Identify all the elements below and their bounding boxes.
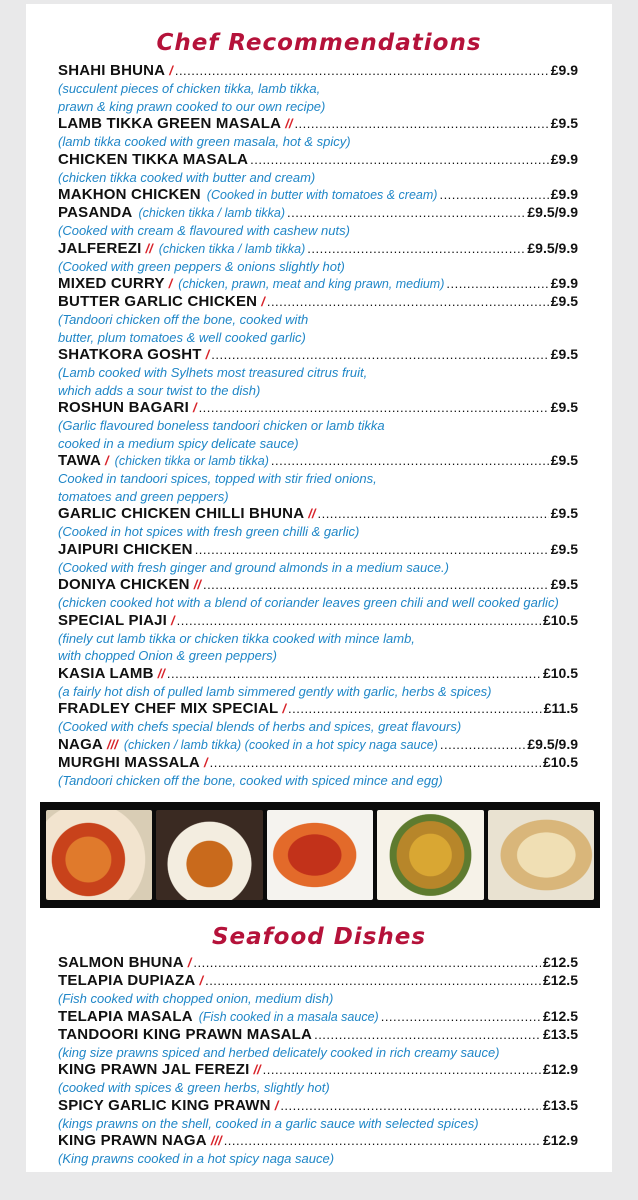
- dish-price: £12.5: [542, 972, 578, 988]
- dish-name: ROSHUN BAGARI: [58, 399, 189, 416]
- menu-item-line: [58, 62, 578, 80]
- dish-price: £9.5: [550, 293, 578, 309]
- dish-name: GARLIC CHICKEN CHILLI BHUNA: [58, 505, 305, 522]
- chili-heat-icon: ///: [210, 1133, 222, 1148]
- dish-price: £9.5: [550, 346, 578, 362]
- menu-item-line: [58, 452, 578, 470]
- dish-description: (Fish cooked with chopped onion, medium dish): [58, 991, 334, 1006]
- dish-name: LAMB TIKKA GREEN MASALA: [58, 115, 282, 132]
- dish-description: (Lamb cooked with Sylhets most treasured citrus fruit,: [58, 365, 368, 380]
- dish-price: £9.5: [550, 399, 578, 415]
- dish-name: JALFEREZI: [58, 239, 142, 257]
- menu-item-line: [58, 204, 578, 222]
- dish-inline-note: (chicken, prawn, meat and king prawn, medium): [178, 277, 445, 291]
- dish-name: MIXED CURRY: [58, 275, 165, 292]
- dish-description: (Garlic flavoured boneless tandoori chicken or lamb tikka: [58, 418, 385, 433]
- dish-description: (Cooked with chefs special blends of herbs and spices, great flavours): [58, 719, 462, 734]
- menu-item: [58, 240, 578, 276]
- dish-description: Cooked in tandoori spices, topped with stir fried onions,: [58, 471, 377, 486]
- dish-price: £9.9: [550, 275, 578, 291]
- dot-leader: [440, 737, 526, 752]
- menu-item: [58, 346, 578, 399]
- dish-description: prawn & king prawn cooked to our own recipe): [58, 98, 326, 114]
- dish-price: £9.5/9.9: [527, 239, 578, 256]
- dish-description: tomatoes and green peppers): [58, 488, 229, 504]
- dish-price: £13.5: [542, 1025, 578, 1042]
- chef-recommendations-heading: Chef Recommendations: [156, 30, 482, 56]
- dot-leader: [294, 116, 548, 131]
- menu-item: [58, 62, 578, 115]
- dish-price: £9.5: [550, 505, 578, 521]
- chili-heat-icon: /: [192, 400, 197, 415]
- menu-item: [58, 665, 578, 701]
- chili-heat-icon: //: [285, 116, 293, 131]
- dot-leader: [317, 506, 548, 521]
- chili-heat-icon: /: [282, 701, 286, 716]
- dot-leader: [307, 241, 525, 256]
- menu-page: [26, 4, 612, 1172]
- dot-leader: [280, 1098, 541, 1113]
- menu-item: [58, 576, 578, 612]
- dot-leader: [175, 63, 549, 78]
- dish-inline-note: (chicken tikka or lamb tikka): [114, 454, 269, 468]
- dot-leader: [263, 1062, 541, 1077]
- dish-name: MURGHI MASSALA: [58, 753, 200, 771]
- dish-price: £12.5: [542, 954, 578, 970]
- dish-description: cooked in a medium spicy delicate sauce): [58, 435, 299, 451]
- chili-heat-icon: /: [261, 294, 265, 309]
- dish-description: (Tandoori chicken off the bone, cooked with: [58, 312, 309, 327]
- dish-description: which adds a sour twist to the dish): [58, 382, 261, 398]
- dish-inline-note: (Cooked in butter with tomatoes & cream): [206, 188, 438, 202]
- dish-name: MAKHON CHICKEN: [58, 186, 201, 203]
- dish-description: (Cooked with cream & flavoured with cashew nuts): [58, 223, 350, 238]
- menu-item: [58, 204, 578, 240]
- dish-name: TANDOORI KING PRAWN MASALA: [58, 1025, 313, 1043]
- dish-description: (chicken tikka cooked with butter and cream): [58, 169, 316, 185]
- dish-price: £9.5: [550, 540, 578, 557]
- food-photo-curry-plate: [156, 810, 262, 900]
- dot-leader: [224, 1133, 541, 1148]
- menu-item-line: [58, 541, 578, 559]
- menu-item-line: [58, 240, 578, 258]
- dish-description: butter, plum tomatoes & well cooked garlic): [58, 329, 306, 345]
- menu-item-line: [58, 1097, 578, 1115]
- dish-name: KING PRAWN NAGA: [58, 1132, 207, 1149]
- chili-heat-icon: /: [105, 453, 109, 468]
- menu-item-line: [58, 151, 578, 169]
- dot-leader: [205, 973, 541, 988]
- dish-description: (Tandoori chicken off the bone, cooked with spiced mince and egg): [58, 772, 443, 788]
- menu-item: [58, 115, 578, 151]
- chili-heat-icon: /: [168, 276, 173, 291]
- menu-item: [58, 1008, 578, 1026]
- dish-name: DONIYA CHICKEN: [58, 576, 190, 593]
- chili-heat-icon: /: [171, 612, 175, 628]
- dish-description: with chopped Onion & green peppers): [58, 648, 277, 663]
- dish-price: £10.5: [542, 753, 578, 770]
- menu-item-line: [58, 612, 578, 630]
- menu-item: [58, 151, 578, 187]
- menu-item-line: [58, 1026, 578, 1044]
- dish-inline-note: (chicken tikka / lamb tikka): [158, 241, 306, 256]
- menu-item-line: [58, 505, 578, 523]
- chef-recommendations-list: [58, 62, 578, 789]
- food-photo-red-curry: [267, 810, 373, 900]
- dish-description: (a fairly hot dish of pulled lamb simmered gently with garlic, herbs & spices): [58, 683, 492, 699]
- dish-description: (chicken cooked hot with a blend of coriander leaves green chili and well cooked garlic): [58, 595, 559, 610]
- menu-item-line: [58, 1061, 578, 1079]
- menu-item-line: [58, 346, 578, 364]
- seafood-dishes-list: [58, 954, 578, 1168]
- seafood-dishes-heading: Seafood Dishes: [211, 924, 427, 950]
- menu-item-line: [58, 754, 578, 772]
- food-photo-chicken-tikka: [46, 810, 152, 900]
- dish-name: JAIPURI CHICKEN: [58, 540, 193, 558]
- dot-leader: [267, 294, 549, 309]
- dish-description: (Cooked with green peppers & onions slightly hot): [58, 258, 345, 274]
- menu-item-line: [58, 115, 578, 133]
- food-photo-pilau-rice: [377, 810, 483, 900]
- dish-price: £11.5: [543, 700, 578, 716]
- dot-leader: [446, 276, 548, 291]
- menu-item: [58, 612, 578, 665]
- dish-price: £9.5: [550, 115, 578, 131]
- menu-item: [58, 275, 578, 293]
- dish-description: (King prawns cooked in a hot spicy naga sauce): [58, 1151, 335, 1166]
- dish-description: (king size prawns spiced and herbed delicately cooked in rich creamy sauce): [58, 1044, 500, 1060]
- dish-description: (succulent pieces of chicken tikka, lamb tikka,: [58, 81, 321, 96]
- menu-item-line: [58, 665, 578, 683]
- chili-heat-icon: //: [145, 240, 153, 256]
- menu-item-line: [58, 399, 578, 417]
- dot-leader: [288, 701, 542, 716]
- dish-price: £9.9: [550, 150, 578, 167]
- dish-name: FRADLEY CHEF MIX SPECIAL: [58, 700, 279, 717]
- chili-heat-icon: /: [199, 973, 204, 988]
- dot-leader: [167, 666, 541, 681]
- dish-name: NAGA: [58, 735, 103, 753]
- menu-item-line: [58, 954, 578, 972]
- chili-heat-icon: ///: [106, 736, 118, 752]
- menu-item-line: [58, 700, 578, 718]
- dish-description: (cooked with spices & green herbs, slightly hot): [58, 1080, 330, 1095]
- dish-name: SPECIAL PIAJI: [58, 611, 168, 629]
- menu-item: [58, 1026, 578, 1062]
- dish-inline-note: (chicken tikka / lamb tikka): [138, 206, 286, 220]
- dish-name: TELAPIA DUPIAZA: [58, 972, 196, 989]
- dot-leader: [210, 755, 541, 770]
- dish-name: SALMON BHUNA: [58, 954, 184, 971]
- dish-name: SHATKORA GOSHT: [58, 346, 202, 363]
- menu-item-line: [58, 972, 578, 990]
- dish-name: PASANDA: [58, 204, 133, 221]
- dish-price: £9.5: [550, 452, 578, 468]
- menu-item: [58, 972, 578, 1008]
- menu-item-line: [58, 736, 578, 754]
- dot-leader: [199, 400, 549, 415]
- menu-item-line: [58, 186, 578, 204]
- dish-name: BUTTER GARLIC CHICKEN: [58, 293, 258, 310]
- dish-description: (Cooked with fresh ginger and ground almonds in a medium sauce.): [58, 559, 449, 575]
- chili-heat-icon: //: [193, 577, 201, 592]
- dish-description: (finely cut lamb tikka or chicken tikka cooked with mince lamb,: [58, 630, 415, 646]
- dish-price: £9.5/9.9: [527, 735, 578, 752]
- menu-item: [58, 452, 578, 505]
- dish-name: TELAPIA MASALA: [58, 1007, 193, 1025]
- dish-price: £9.5/9.9: [527, 204, 578, 220]
- menu-item: [58, 736, 578, 754]
- menu-item-line: [58, 275, 578, 293]
- dot-leader: [211, 347, 548, 362]
- menu-item-line: [58, 1008, 578, 1026]
- menu-item: [58, 754, 578, 790]
- menu-item: [58, 1132, 578, 1168]
- menu-item: [58, 700, 578, 736]
- dish-name: KING PRAWN JAL FEREZI: [58, 1061, 250, 1078]
- dot-leader: [193, 955, 541, 970]
- menu-item: [58, 954, 578, 972]
- dot-leader: [287, 205, 525, 220]
- food-photo-strip: [40, 802, 600, 908]
- dot-leader: [203, 577, 549, 592]
- menu-item: [58, 505, 578, 541]
- dot-leader: [381, 1009, 541, 1024]
- menu-item-line: [58, 293, 578, 311]
- menu-item: [58, 1097, 578, 1133]
- dot-leader: [250, 152, 549, 167]
- menu-item: [58, 186, 578, 204]
- dish-inline-note: (chicken / lamb tikka) (cooked in a hot spicy naga sauce): [123, 737, 438, 752]
- dish-description: (Cooked in hot spices with fresh green chilli & garlic): [58, 524, 360, 539]
- dish-name: CHICKEN TIKKA MASALA: [58, 150, 249, 168]
- dish-price: £12.9: [542, 1061, 578, 1077]
- menu-item-line: [58, 1132, 578, 1150]
- dot-leader: [439, 187, 548, 202]
- menu-item: [58, 293, 578, 346]
- chili-heat-icon: /: [203, 754, 208, 770]
- chili-heat-icon: //: [308, 506, 316, 521]
- chili-heat-icon: /: [187, 955, 192, 970]
- food-photo-naan-bread: [488, 810, 594, 900]
- dish-description: (kings prawns on the shell, cooked in a garlic sauce with selected spices): [58, 1115, 479, 1131]
- menu-item: [58, 1061, 578, 1097]
- dish-price: £10.5: [542, 664, 578, 681]
- menu-item: [58, 399, 578, 452]
- dish-name: SHAHI BHUNA: [58, 62, 166, 79]
- dot-leader: [271, 453, 549, 468]
- chili-heat-icon: //: [157, 665, 165, 681]
- dish-price: £10.5: [542, 611, 578, 628]
- dish-price: £9.9: [550, 62, 578, 78]
- dish-name: SPICY GARLIC KING PRAWN: [58, 1096, 271, 1114]
- menu-item-line: [58, 576, 578, 594]
- dish-price: £12.5: [542, 1007, 578, 1024]
- menu-item: [58, 541, 578, 577]
- chili-heat-icon: //: [253, 1062, 261, 1077]
- dot-leader: [314, 1027, 541, 1042]
- chili-heat-icon: /: [169, 63, 173, 78]
- dish-name: TAWA: [58, 452, 102, 469]
- chili-heat-icon: /: [205, 347, 210, 362]
- dish-price: £9.9: [550, 186, 578, 202]
- dish-price: £12.9: [542, 1132, 578, 1148]
- dish-inline-note: (Fish cooked in a masala sauce): [198, 1009, 379, 1024]
- chili-heat-icon: /: [274, 1097, 279, 1113]
- dish-price: £9.5: [550, 576, 578, 592]
- dot-leader: [195, 542, 549, 557]
- dish-name: KASIA LAMB: [58, 664, 154, 682]
- dish-price: £13.5: [542, 1096, 578, 1113]
- dot-leader: [177, 613, 541, 628]
- dish-description: (lamb tikka cooked with green masala, hot & spicy): [58, 134, 351, 149]
